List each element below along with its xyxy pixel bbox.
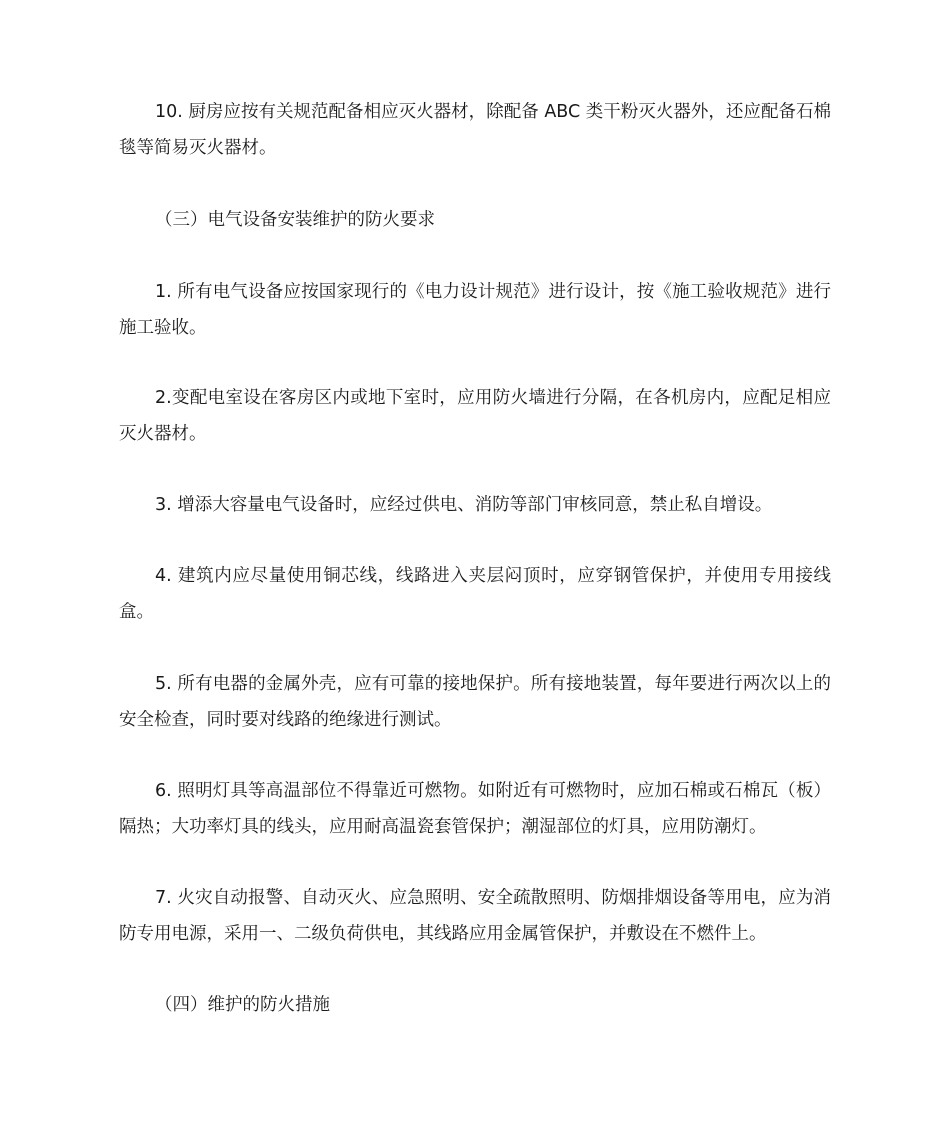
paragraph-kitchen-fire-equipment: 10. 厨房应按有关规范配备相应灭火器材，除配备 ABC 类干粉灭火器外，还应配备石棉毯等简易灭火器材。 (119, 102, 831, 158)
paragraph-fire-power: 7. 火灾自动报警、自动灭火、应急照明、安全疏散照明、防烟排烟设备等用电，应为消防专用电源，采用一、二级负荷供电，其线路应用金属管保护，并敷设在不燃件上。 (119, 888, 831, 944)
paragraph-copper-wiring: 4. 建筑内应尽量使用铜芯线，线路进入夹层闷顶时，应穿钢管保护，并使用专用接线盒。 (119, 566, 831, 622)
section-heading-electrical: （三）电气设备安装维护的防火要求 (155, 210, 435, 230)
section-heading-maintenance: （四）维护的防火措施 (155, 995, 330, 1015)
paragraph-new-equipment: 3. 增添大容量电气设备时，应经过供电、消防等部门审核同意，禁止私自增设。 (155, 495, 773, 515)
paragraph-lighting: 6. 照明灯具等高温部位不得靠近可燃物。如附近有可燃物时，应加石棉或石棉瓦（板）隔热；大功率灯具的线头，应用耐高温瓷套管保护；潮湿部位的灯具，应用防潮灯。 (119, 781, 831, 837)
paragraph-electrical-design: 1. 所有电气设备应按国家现行的《电力设计规范》进行设计，按《施工验收规范》进行施工验收。 (119, 282, 831, 338)
paragraph-substation: 2.变配电室设在客房区内或地下室时，应用防火墙进行分隔，在各机房内，应配足相应灭火器材。 (119, 388, 831, 444)
paragraph-grounding: 5. 所有电器的金属外壳，应有可靠的接地保护。所有接地装置，每年要进行两次以上的安全检查，同时要对线路的绝缘进行测试。 (119, 674, 831, 730)
